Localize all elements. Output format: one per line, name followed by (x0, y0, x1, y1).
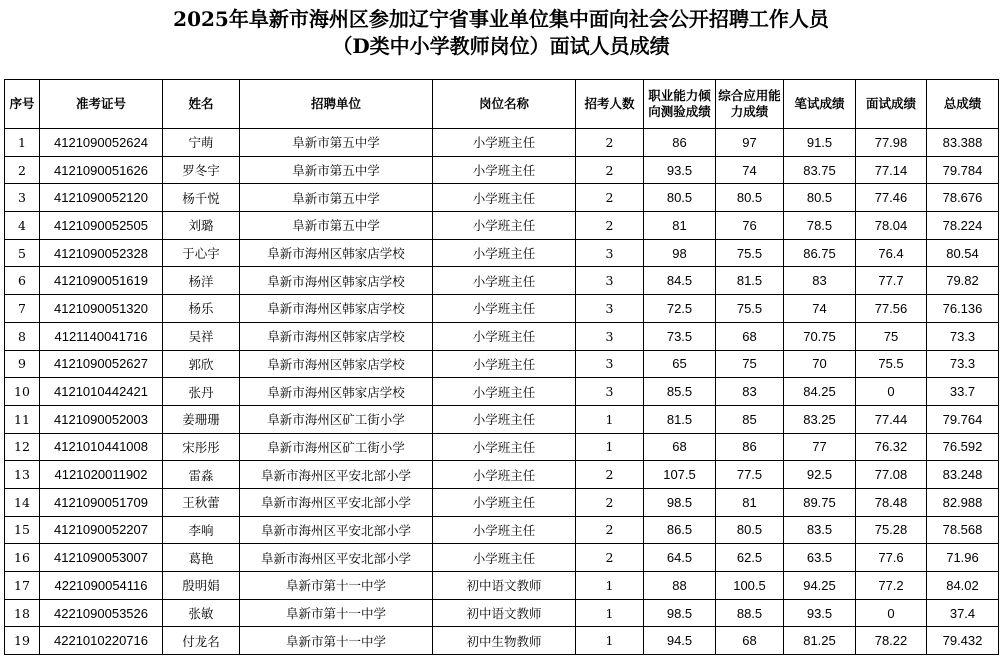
cell-aptitude: 98.5 (644, 488, 716, 516)
cell-aptitude: 107.5 (644, 461, 716, 489)
table-row (5, 405, 999, 433)
cell-applied: 68 (716, 627, 784, 655)
cell-seq: 5 (5, 239, 40, 267)
cell-exam-no: 4121010442421 (40, 378, 163, 406)
cell-unit: 阜新市海州区平安北部小学 (240, 488, 433, 516)
cell-total: 33.7 (927, 378, 999, 406)
cell-exam-no: 4221090053526 (40, 599, 163, 627)
cell-unit: 阜新市第十一中学 (240, 627, 433, 655)
cell-aptitude: 81 (644, 212, 716, 240)
cell-seq: 3 (5, 184, 40, 212)
table-row (5, 350, 999, 378)
cell-seq: 4 (5, 212, 40, 240)
cell-aptitude: 65 (644, 350, 716, 378)
cell-written: 74 (784, 295, 856, 323)
cell-post: 小学班主任 (433, 295, 576, 323)
table-row (5, 433, 999, 461)
cell-aptitude: 93.5 (644, 156, 716, 184)
cell-written: 70.75 (784, 322, 856, 350)
cell-exam-no: 4121090052505 (40, 212, 163, 240)
cell-unit: 阜新市海州区平安北部小学 (240, 544, 433, 572)
cell-applied: 75 (716, 350, 784, 378)
cell-aptitude: 81.5 (644, 405, 716, 433)
cell-unit: 阜新市第五中学 (240, 156, 433, 184)
cell-name: 张敏 (163, 599, 240, 627)
cell-aptitude: 73.5 (644, 322, 716, 350)
document-title (0, 6, 1002, 60)
cell-applied: 74 (716, 156, 784, 184)
header-quota: 招考人数 (576, 80, 644, 129)
cell-post: 小学班主任 (433, 405, 576, 433)
title-line-2: （D类中小学教师岗位）面试人员成绩 (332, 34, 670, 58)
cell-written: 78.5 (784, 212, 856, 240)
cell-unit: 阜新市海州区韩家店学校 (240, 239, 433, 267)
cell-interview: 78.48 (856, 488, 927, 516)
cell-post: 小学班主任 (433, 544, 576, 572)
cell-total: 37.4 (927, 599, 999, 627)
cell-name: 吴祥 (163, 322, 240, 350)
cell-exam-no: 4121090051619 (40, 267, 163, 295)
cell-written: 81.25 (784, 627, 856, 655)
cell-interview: 78.04 (856, 212, 927, 240)
cell-applied: 75.5 (716, 295, 784, 323)
cell-total: 79.82 (927, 267, 999, 295)
cell-applied: 85 (716, 405, 784, 433)
header-seq: 序号 (5, 80, 40, 129)
table-row (5, 184, 999, 212)
cell-written: 84.25 (784, 378, 856, 406)
cell-total: 83.388 (927, 129, 999, 157)
cell-interview: 77.14 (856, 156, 927, 184)
cell-unit: 阜新市海州区韩家店学校 (240, 378, 433, 406)
header-aptitude: 职业能力倾向测验成绩 (644, 80, 716, 129)
cell-interview: 78.22 (856, 627, 927, 655)
cell-total: 78.224 (927, 212, 999, 240)
table-row (5, 295, 999, 323)
cell-total: 80.54 (927, 239, 999, 267)
cell-post: 小学班主任 (433, 378, 576, 406)
cell-total: 82.988 (927, 488, 999, 516)
cell-written: 77 (784, 433, 856, 461)
cell-applied: 76 (716, 212, 784, 240)
cell-seq: 8 (5, 322, 40, 350)
cell-applied: 80.5 (716, 184, 784, 212)
cell-quota: 2 (576, 156, 644, 184)
cell-applied: 80.5 (716, 516, 784, 544)
cell-interview: 0 (856, 599, 927, 627)
cell-unit: 阜新市第五中学 (240, 212, 433, 240)
cell-written: 92.5 (784, 461, 856, 489)
cell-name: 宋彤彤 (163, 433, 240, 461)
cell-exam-no: 4121090052003 (40, 405, 163, 433)
cell-quota: 1 (576, 433, 644, 461)
cell-total: 79.784 (927, 156, 999, 184)
cell-applied: 83 (716, 378, 784, 406)
cell-interview: 77.08 (856, 461, 927, 489)
score-table (4, 79, 999, 655)
header-written: 笔试成绩 (784, 80, 856, 129)
cell-seq: 15 (5, 516, 40, 544)
table-row (5, 156, 999, 184)
cell-written: 83.25 (784, 405, 856, 433)
cell-total: 71.96 (927, 544, 999, 572)
cell-written: 83.5 (784, 516, 856, 544)
cell-post: 小学班主任 (433, 516, 576, 544)
cell-interview: 77.98 (856, 129, 927, 157)
cell-interview: 75.5 (856, 350, 927, 378)
cell-applied: 100.5 (716, 572, 784, 600)
cell-aptitude: 80.5 (644, 184, 716, 212)
cell-unit: 阜新市第五中学 (240, 129, 433, 157)
cell-unit: 阜新市海州区矿工街小学 (240, 405, 433, 433)
cell-written: 63.5 (784, 544, 856, 572)
cell-unit: 阜新市海州区矿工街小学 (240, 433, 433, 461)
header-exam-no: 准考证号 (40, 80, 163, 129)
table-row (5, 599, 999, 627)
cell-applied: 88.5 (716, 599, 784, 627)
cell-interview: 77.46 (856, 184, 927, 212)
cell-exam-no: 4121020011902 (40, 461, 163, 489)
cell-post: 小学班主任 (433, 488, 576, 516)
cell-aptitude: 86.5 (644, 516, 716, 544)
cell-seq: 19 (5, 627, 40, 655)
cell-total: 78.676 (927, 184, 999, 212)
cell-post: 初中语文教师 (433, 572, 576, 600)
cell-unit: 阜新市第五中学 (240, 184, 433, 212)
cell-interview: 77.2 (856, 572, 927, 600)
cell-aptitude: 94.5 (644, 627, 716, 655)
cell-seq: 16 (5, 544, 40, 572)
cell-interview: 75.28 (856, 516, 927, 544)
cell-quota: 1 (576, 405, 644, 433)
cell-name: 罗冬宇 (163, 156, 240, 184)
cell-quota: 3 (576, 350, 644, 378)
cell-unit: 阜新市第十一中学 (240, 599, 433, 627)
cell-aptitude: 98 (644, 239, 716, 267)
cell-written: 86.75 (784, 239, 856, 267)
cell-unit: 阜新市海州区韩家店学校 (240, 267, 433, 295)
cell-aptitude: 72.5 (644, 295, 716, 323)
cell-written: 89.75 (784, 488, 856, 516)
cell-written: 83 (784, 267, 856, 295)
cell-seq: 13 (5, 461, 40, 489)
header-interview: 面试成绩 (856, 80, 927, 129)
header-post: 岗位名称 (433, 80, 576, 129)
cell-post: 小学班主任 (433, 129, 576, 157)
cell-written: 93.5 (784, 599, 856, 627)
cell-interview: 77.44 (856, 405, 927, 433)
cell-aptitude: 68 (644, 433, 716, 461)
cell-written: 80.5 (784, 184, 856, 212)
cell-quota: 2 (576, 516, 644, 544)
cell-name: 雷淼 (163, 461, 240, 489)
cell-quota: 2 (576, 184, 644, 212)
cell-interview: 77.56 (856, 295, 927, 323)
cell-name: 姜珊珊 (163, 405, 240, 433)
cell-exam-no: 4121090052207 (40, 516, 163, 544)
table-row (5, 129, 999, 157)
cell-quota: 2 (576, 461, 644, 489)
table-body (5, 129, 999, 655)
cell-interview: 77.7 (856, 267, 927, 295)
cell-applied: 68 (716, 322, 784, 350)
cell-seq: 6 (5, 267, 40, 295)
cell-seq: 14 (5, 488, 40, 516)
cell-interview: 0 (856, 378, 927, 406)
table-row (5, 544, 999, 572)
cell-name: 付龙名 (163, 627, 240, 655)
cell-aptitude: 88 (644, 572, 716, 600)
cell-exam-no: 4221090054116 (40, 572, 163, 600)
cell-total: 78.568 (927, 516, 999, 544)
cell-seq: 2 (5, 156, 40, 184)
cell-name: 王秋蕾 (163, 488, 240, 516)
cell-quota: 2 (576, 212, 644, 240)
cell-quota: 2 (576, 544, 644, 572)
cell-applied: 81.5 (716, 267, 784, 295)
cell-applied: 62.5 (716, 544, 784, 572)
cell-seq: 11 (5, 405, 40, 433)
cell-aptitude: 64.5 (644, 544, 716, 572)
cell-post: 小学班主任 (433, 239, 576, 267)
cell-seq: 9 (5, 350, 40, 378)
cell-post: 初中语文教师 (433, 599, 576, 627)
cell-name: 宁萌 (163, 129, 240, 157)
cell-quota: 3 (576, 322, 644, 350)
cell-interview: 76.32 (856, 433, 927, 461)
cell-interview: 75 (856, 322, 927, 350)
cell-exam-no: 4121090052624 (40, 129, 163, 157)
cell-name: 杨洋 (163, 267, 240, 295)
cell-interview: 76.4 (856, 239, 927, 267)
cell-name: 杨千悦 (163, 184, 240, 212)
cell-written: 94.25 (784, 572, 856, 600)
header-applied: 综合应用能力成绩 (716, 80, 784, 129)
cell-total: 79.432 (927, 627, 999, 655)
cell-name: 刘璐 (163, 212, 240, 240)
cell-quota: 1 (576, 599, 644, 627)
cell-unit: 阜新市海州区韩家店学校 (240, 295, 433, 323)
cell-unit: 阜新市海州区韩家店学校 (240, 322, 433, 350)
cell-name: 张丹 (163, 378, 240, 406)
cell-quota: 2 (576, 488, 644, 516)
cell-seq: 1 (5, 129, 40, 157)
cell-total: 83.248 (927, 461, 999, 489)
cell-applied: 97 (716, 129, 784, 157)
cell-quota: 1 (576, 627, 644, 655)
cell-aptitude: 84.5 (644, 267, 716, 295)
cell-quota: 3 (576, 295, 644, 323)
table-row (5, 378, 999, 406)
cell-post: 小学班主任 (433, 461, 576, 489)
table-row (5, 461, 999, 489)
cell-aptitude: 85.5 (644, 378, 716, 406)
table-row (5, 239, 999, 267)
cell-exam-no: 4121140041716 (40, 322, 163, 350)
cell-total: 76.136 (927, 295, 999, 323)
cell-name: 杨乐 (163, 295, 240, 323)
cell-written: 91.5 (784, 129, 856, 157)
cell-applied: 75.5 (716, 239, 784, 267)
table-row (5, 572, 999, 600)
cell-written: 70 (784, 350, 856, 378)
cell-seq: 7 (5, 295, 40, 323)
cell-total: 73.3 (927, 350, 999, 378)
cell-quota: 3 (576, 267, 644, 295)
cell-total: 84.02 (927, 572, 999, 600)
cell-total: 79.764 (927, 405, 999, 433)
cell-applied: 81 (716, 488, 784, 516)
cell-unit: 阜新市海州区平安北部小学 (240, 461, 433, 489)
cell-total: 76.592 (927, 433, 999, 461)
cell-name: 葛艳 (163, 544, 240, 572)
cell-post: 初中生物教师 (433, 627, 576, 655)
cell-interview: 77.6 (856, 544, 927, 572)
cell-exam-no: 4121010441008 (40, 433, 163, 461)
cell-name: 李响 (163, 516, 240, 544)
cell-exam-no: 4121090051709 (40, 488, 163, 516)
cell-post: 小学班主任 (433, 212, 576, 240)
cell-aptitude: 98.5 (644, 599, 716, 627)
table-row (5, 267, 999, 295)
table-row (5, 627, 999, 655)
cell-quota: 2 (576, 129, 644, 157)
cell-quota: 3 (576, 378, 644, 406)
cell-seq: 18 (5, 599, 40, 627)
cell-aptitude: 86 (644, 129, 716, 157)
cell-post: 小学班主任 (433, 433, 576, 461)
cell-exam-no: 4121090052120 (40, 184, 163, 212)
cell-exam-no: 4221010220716 (40, 627, 163, 655)
cell-post: 小学班主任 (433, 322, 576, 350)
cell-applied: 86 (716, 433, 784, 461)
cell-post: 小学班主任 (433, 184, 576, 212)
header-total: 总成绩 (927, 80, 999, 129)
header-row (5, 80, 999, 129)
cell-quota: 3 (576, 239, 644, 267)
cell-seq: 12 (5, 433, 40, 461)
cell-exam-no: 4121090052328 (40, 239, 163, 267)
cell-seq: 17 (5, 572, 40, 600)
table-row (5, 516, 999, 544)
cell-total: 73.3 (927, 322, 999, 350)
cell-quota: 1 (576, 572, 644, 600)
cell-applied: 77.5 (716, 461, 784, 489)
cell-unit: 阜新市海州区韩家店学校 (240, 350, 433, 378)
table-row (5, 488, 999, 516)
cell-exam-no: 4121090053007 (40, 544, 163, 572)
header-unit: 招聘单位 (240, 80, 433, 129)
table-row (5, 212, 999, 240)
cell-name: 殷明娟 (163, 572, 240, 600)
cell-exam-no: 4121090052627 (40, 350, 163, 378)
cell-unit: 阜新市第十一中学 (240, 572, 433, 600)
cell-exam-no: 4121090051320 (40, 295, 163, 323)
cell-post: 小学班主任 (433, 156, 576, 184)
header-name: 姓名 (163, 80, 240, 129)
title-line-1: 2025年阜新市海州区参加辽宁省事业单位集中面向社会公开招聘工作人员 (173, 7, 829, 31)
cell-post: 小学班主任 (433, 350, 576, 378)
cell-post: 小学班主任 (433, 267, 576, 295)
cell-written: 83.75 (784, 156, 856, 184)
cell-seq: 10 (5, 378, 40, 406)
cell-exam-no: 4121090051626 (40, 156, 163, 184)
cell-name: 于心宇 (163, 239, 240, 267)
cell-unit: 阜新市海州区平安北部小学 (240, 516, 433, 544)
table-row (5, 322, 999, 350)
cell-name: 郭欣 (163, 350, 240, 378)
